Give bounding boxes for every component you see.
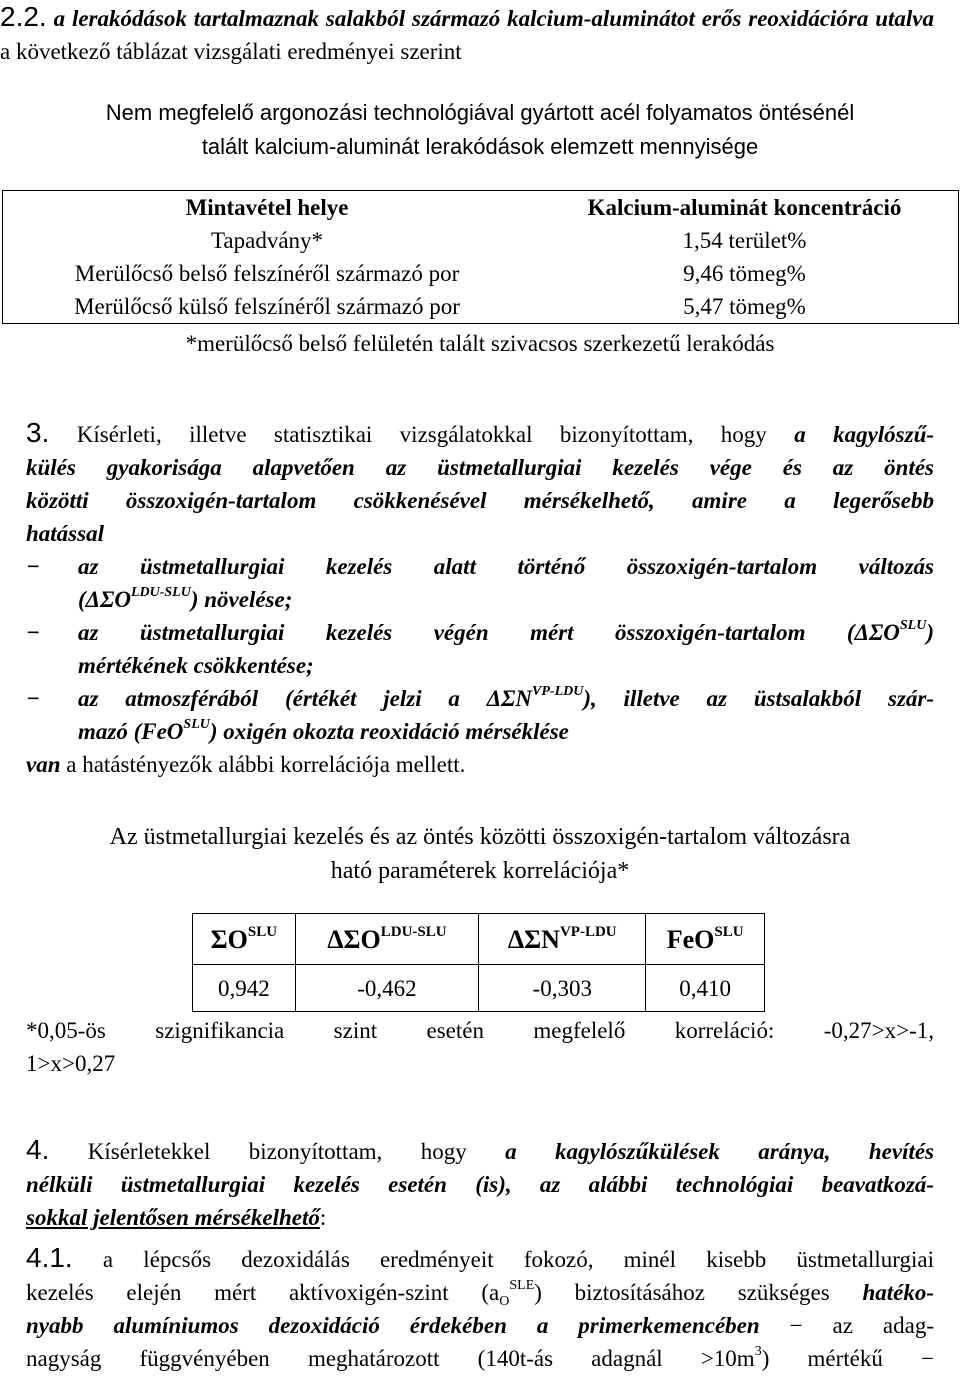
cell-location: Merülőcső belső felszínéről származó por xyxy=(74,261,460,286)
section-4-1-line1 xyxy=(26,1241,934,1276)
table-row xyxy=(193,965,765,1012)
table2-caption xyxy=(26,820,934,888)
section-number: 2.2. xyxy=(0,1,47,32)
header-sampling-location: Mintavétel helye xyxy=(185,195,349,220)
cell-concentration: 1,54 terület% xyxy=(682,228,807,253)
bullet-2-line2: mértékének csökkentése; xyxy=(78,653,314,678)
section-4 xyxy=(26,1133,934,1234)
dash-icon: − xyxy=(26,620,40,645)
bullet-item xyxy=(26,550,934,616)
cell-concentration: 9,46 tömeg% xyxy=(683,261,806,286)
value-cell: 0,410 xyxy=(646,965,765,1012)
bullet-3-line2: mazó (FeO$^{SLU}$) oxigén okozta reoxidáció mérséklése xyxy=(78,717,569,744)
section-3 xyxy=(26,416,934,781)
section-3-intro: Kísérleti, illetve statisztikai vizsgálatokkal bizonyítottam, hogy xyxy=(76,422,767,447)
table1-caption xyxy=(26,96,934,164)
section-2-2-tail: a következő táblázat vizsgálati eredményei szerint xyxy=(0,39,462,64)
section-4-1-line3: nyabb alumíniumos dezoxidáció érdekében a primerkemencében − az adag- xyxy=(26,1313,934,1338)
bullet-1-line2: $(\Delta\Sigma O^{LDU-SLU})$ növelése; xyxy=(78,585,293,612)
section-3-line2: külés gyakorisága alapvetően az üstmetallurgiai kezelés vége és az öntés xyxy=(26,455,934,480)
section-3-line4: hatással xyxy=(26,521,104,546)
value-cell: -0,303 xyxy=(479,965,646,1012)
header-concentration: Kalcium-aluminát koncentráció xyxy=(587,195,902,220)
section-4-intro: Kísérletekkel bizonyítottam, hogy xyxy=(87,1139,467,1164)
table1-footnote: *merülőcső belső felületén talált szivacsos szerkezetű lerakódás xyxy=(185,331,775,356)
section-3-last-rest: a hatástényezők alábbi korrelációja mellett. xyxy=(66,752,466,777)
table1-caption-line2: talált kalcium-aluminát lerakódások elemzett mennyisége xyxy=(201,134,759,159)
bullet-item xyxy=(26,616,934,682)
bullet-3-line1: az atmoszférából (értékét jelzi a $\Delta\Sigma N^{VP-LDU}$), illetve az üstsalakból szár- xyxy=(78,684,935,711)
header-cell: FeO$^{SLU}$ xyxy=(646,914,765,965)
section-3-last-line xyxy=(26,748,934,781)
header-cell: $\Delta\Sigma N^{VP-LDU}$ xyxy=(479,914,646,965)
table-row xyxy=(3,224,958,257)
header-cell: $\Delta\Sigma O^{LDU-SLU}$ xyxy=(295,914,478,965)
table2-caption-line2: ható paraméterek korrelációja* xyxy=(330,858,630,884)
section-4-1-line4: nagyság függvényében meghatározott (140t-ás adagnál $>10m^3$) mértékű − xyxy=(26,1344,934,1371)
section-4-bold-2: nélküli üstmetallurgiai kezelés esetén (is), az alábbi technológiai beavatkozá- xyxy=(26,1172,934,1197)
section-4-1 xyxy=(26,1241,934,1375)
section-number: 4. xyxy=(26,1134,50,1165)
section-number: 3. xyxy=(26,417,50,448)
header-cell: $\Sigma O^{SLU}$ xyxy=(193,914,296,965)
section-3-bold-start: a kagylószű- xyxy=(794,422,935,447)
section-3-line3: közötti összoxigén-tartalom csökkenésével mérsékelhető, amire a legerősebb xyxy=(26,488,934,513)
concentration-table xyxy=(2,190,959,324)
dash-icon: − xyxy=(26,554,40,579)
section-4-1-text: a lépcsős dezoxidálás eredményeit fokozó, minél kisebb üstmetallurgiai xyxy=(102,1247,935,1272)
table1-caption-line1: Nem megfelelő argonozási technológiával gyártott acél folyamatos öntésénél xyxy=(105,100,855,125)
table2-footnote-line2: 1>x>0,27 xyxy=(26,1051,116,1076)
section-number: 4.1. xyxy=(26,1242,73,1273)
cell-concentration: 5,47 tömeg% xyxy=(683,294,806,319)
correlation-table xyxy=(192,913,765,1012)
section-3-line1 xyxy=(26,416,934,451)
table-header-row xyxy=(3,191,958,224)
section-4-line1 xyxy=(26,1133,934,1168)
section-4-line3: sokkal jelentősen mérsékelhető: xyxy=(26,1205,327,1230)
section-2-2-finding: a lerakódások tartalmaznak salakból származó kalcium-aluminátot erős reoxidációra utalva xyxy=(53,6,935,31)
bullet-2-line1: az üstmetallurgiai kezelés végén mért összoxigén-tartalom $(\Delta\Sigma O^{SLU})$ xyxy=(78,618,934,645)
table-header-row xyxy=(193,914,765,965)
cell-location: Merülőcső külső felszínéről származó por xyxy=(74,294,460,319)
table-row xyxy=(3,257,958,290)
table2-footnote xyxy=(26,1014,934,1080)
table-row xyxy=(3,290,958,323)
value-cell: -0,462 xyxy=(295,965,478,1012)
bullet-item xyxy=(26,682,934,748)
dash-icon: − xyxy=(26,686,40,711)
table2-caption-line1: Az üstmetallurgiai kezelés és az öntés közötti összoxigén-tartalom változásra xyxy=(109,824,851,850)
table2-footnote-line1: *0,05-ös szignifikancia szint esetén megfelelő korreláció: -0,27>x>-1, xyxy=(26,1018,934,1043)
section-3-van: van xyxy=(26,752,61,777)
section-2-2 xyxy=(0,0,934,68)
section-4-1-line2: kezelés elején mért aktívoxigén-szint $(a_O^{SLE})$ biztosításához szükséges hatéko- xyxy=(26,1278,934,1309)
section-4-bold-1: a kagylószűkülések aránya, hevítés xyxy=(505,1139,935,1164)
cell-location: Tapadvány* xyxy=(210,228,324,253)
value-cell: 0,942 xyxy=(193,965,296,1012)
bullet-1-line1: az üstmetallurgiai kezelés alatt történő összoxigén-tartalom változás xyxy=(78,554,934,579)
